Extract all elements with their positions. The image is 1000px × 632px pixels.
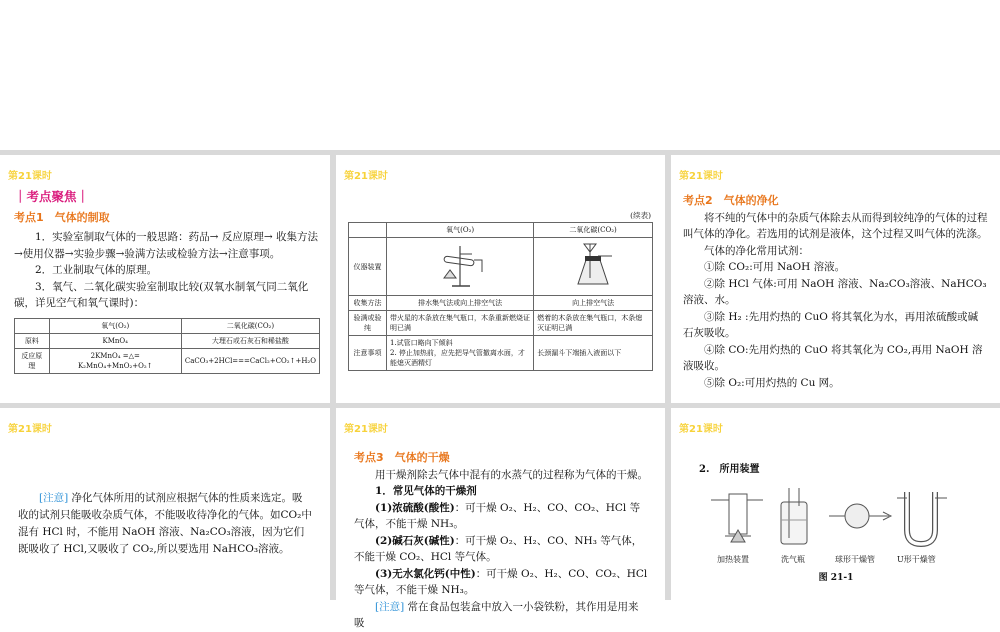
paragraph: 将不纯的气体中的杂质气体除去从而得到较纯净的气体的过程叫气体的净化。若选用的试剂是液体，这个过程又叫气体的洗涤。 — [683, 211, 988, 240]
paragraph — [354, 500, 649, 533]
note-paragraph — [18, 490, 312, 558]
desiccant-name: (1)浓硫酸(酸性) — [375, 501, 455, 514]
table-header: 二氧化碳(CO₂) — [181, 318, 319, 333]
table-row — [349, 238, 653, 296]
apparatus-o2-cell — [387, 238, 534, 296]
list-item: ⑤除 O₂:可用灼热的 Cu 网。 — [704, 376, 840, 389]
slide-header: 第21课时 — [679, 424, 723, 435]
note-paragraph — [354, 599, 649, 632]
figure-labels — [711, 554, 961, 566]
slide-header: 第21课时 — [8, 424, 52, 435]
table-header — [349, 223, 387, 238]
slide-header: 第21课时 — [344, 424, 388, 435]
section-title: ｜考点聚焦｜ — [14, 189, 90, 204]
table-cell: 燃着的木条放在集气瓶口，木条熄灭证明已满 — [534, 311, 653, 336]
desiccant-name: (3)无水氯化钙(中性) — [375, 567, 476, 580]
table-cell: 带火星的木条放在集气瓶口，木条重新燃烧证明已满 — [387, 311, 534, 336]
table-cell: 长颈漏斗下端插入液面以下 — [534, 336, 653, 371]
slide-4-body — [18, 490, 312, 558]
table-cell: CaCO₃+2HCl===CaCl₂+CO₂↑+H₂O — [181, 348, 319, 373]
heating-device-icon — [711, 494, 763, 542]
table-cell: 大理石或石灰石和稀盐酸 — [181, 333, 319, 348]
slide-1[interactable] — [0, 155, 330, 403]
spherical-drying-tube-icon — [829, 504, 891, 528]
table-header: 氧气(O₂) — [49, 318, 181, 333]
table-cell: 反应原理 — [15, 348, 50, 373]
slide-1-body — [14, 189, 320, 374]
figure-label: 洗气瓶 — [781, 555, 805, 564]
comparison-table-continued — [348, 222, 653, 371]
table-cell: KMnO₄ — [49, 333, 181, 348]
paragraph: 用干燥剂除去气体中混有的水蒸气的过程称为气体的干燥。 — [375, 468, 648, 481]
paragraph: 3．氧气、二氧化碳实验室制取比较(双氧水制氧气同二氧化碳，详见空气和氧气课时)： — [14, 280, 309, 309]
slide-header: 第21课时 — [8, 171, 52, 182]
gas-washing-bottle-icon — [781, 488, 807, 544]
note-text: 净化气体所用的试剂应根据气体的性质来选定。吸收的试剂只能吸收杂质气体，不能吸收待净化的气体。如CO₂中混有 HCl 时，不能用 NaOH 溶液、Na₂CO₃溶液，因为它们既吸收了 HCl,又吸收了 CO₂,所以要选用 NaHCO₃溶液。 — [18, 492, 312, 555]
desiccant-name: (2)碱石灰(碱性) — [375, 534, 455, 547]
slide-2[interactable] — [336, 155, 665, 403]
table-header — [15, 318, 50, 333]
list-item: ③除 H₂ :先用灼热的 CuO 将其氧化为水，再用浓硫酸或碱石灰吸收。 — [683, 310, 979, 339]
desiccant-desc: ：可干燥 O₂、H₂、CO、NH₃ 等气体，不能干燥 CO₂、HCl 等气体。 — [354, 534, 643, 563]
paragraph: 1．实验室制取气体的一般思路：药品→ 反应原理→ 收集方法→使用仪器→实验步骤→验满方法或检验方法→注意事项。 — [14, 231, 318, 260]
table-cell: 2KMnO₄ =△= K₂MnO₄+MnO₂+O₂↑ — [49, 348, 181, 373]
table-cell: 向上排空气法 — [534, 296, 653, 311]
table-header: 氧气(O₂) — [387, 223, 534, 238]
paragraph: 气体的净化常用试剂： — [704, 244, 809, 257]
co2-apparatus-icon — [568, 240, 618, 290]
note-tag: [注意] — [39, 492, 69, 504]
slide-header: 第21课时 — [344, 171, 388, 182]
table-row — [349, 336, 653, 371]
list-item: ④除 CO:先用灼热的 CuO 将其氧化为 CO₂,再用 NaOH 溶液吸收。 — [683, 343, 983, 372]
list-item: ①除 CO₂:可用 NaOH 溶液。 — [704, 261, 846, 273]
desiccant-desc: ：可干燥 O₂、H₂、CO、CO₂、HCl 等气体，不能干燥 NH₃。 — [354, 501, 641, 530]
paragraph: 2．工业制取气体的原理。 — [35, 264, 158, 276]
slide-5-body — [354, 450, 649, 632]
table-cell: 验满或验纯 — [349, 311, 387, 336]
figure-label: 加热装置 — [717, 555, 749, 564]
oxygen-apparatus-icon — [430, 240, 490, 290]
apparatus-co2-cell — [534, 238, 653, 296]
figure-caption: 图 21-1 — [818, 573, 854, 583]
slide-header: 第21课时 — [679, 171, 723, 182]
table-cell: 原料 — [15, 333, 50, 348]
table-row — [349, 296, 653, 311]
figure-title: 2. 所用装置 — [699, 464, 760, 475]
slide-3[interactable] — [671, 155, 1000, 403]
table-cell: 仪器装置 — [349, 238, 387, 296]
table-cell: 1.试管口略向下倾斜 2. 停止加热前，应先把导气管撤离水面，才能熄灭酒精灯 — [387, 336, 534, 371]
table-header: 二氧化碳(CO₂) — [534, 223, 653, 238]
table-cell: 注意事项 — [349, 336, 387, 371]
note-tag: [注意] — [375, 600, 405, 613]
point-title: 考点3 气体的干燥 — [354, 451, 450, 464]
note-text: 常在食品包装盒中放入一小袋铁粉，其作用是用来吸 — [354, 600, 639, 629]
slide-4[interactable] — [0, 408, 330, 600]
table-cell: 收集方法 — [349, 296, 387, 311]
list-item: ②除 HCl 气体:可用 NaOH 溶液、Na₂CO₃溶液、NaHCO₃溶液、水。 — [683, 277, 987, 306]
u-shaped-drying-tube-icon — [897, 492, 947, 544]
paragraph: 1．常见气体的干燥剂 — [375, 485, 477, 497]
slide-3-body — [683, 193, 988, 391]
slide-5[interactable] — [336, 408, 665, 629]
comparison-table — [14, 318, 320, 374]
desiccant-desc: ：可干燥 O₂、H₂、CO、CO₂、HCl 等气体，不能干燥 NH₃。 — [354, 567, 648, 596]
table-cell: 排水集气法或向上排空气法 — [387, 296, 534, 311]
slide-6[interactable] — [671, 408, 1000, 600]
figure-label: U形干燥管 — [897, 555, 936, 564]
drying-apparatus-figure — [711, 486, 961, 550]
table-row — [349, 311, 653, 336]
paragraph — [354, 533, 649, 566]
table-row — [15, 333, 320, 348]
continued-note: (续表) — [630, 211, 651, 220]
slide-2-body — [348, 222, 653, 371]
paragraph — [354, 566, 649, 599]
table-row — [15, 348, 320, 373]
point-title: 考点2 气体的净化 — [683, 194, 779, 207]
point-title: 考点1 气体的制取 — [14, 210, 110, 224]
figure-label: 球形干燥管 — [835, 555, 875, 564]
